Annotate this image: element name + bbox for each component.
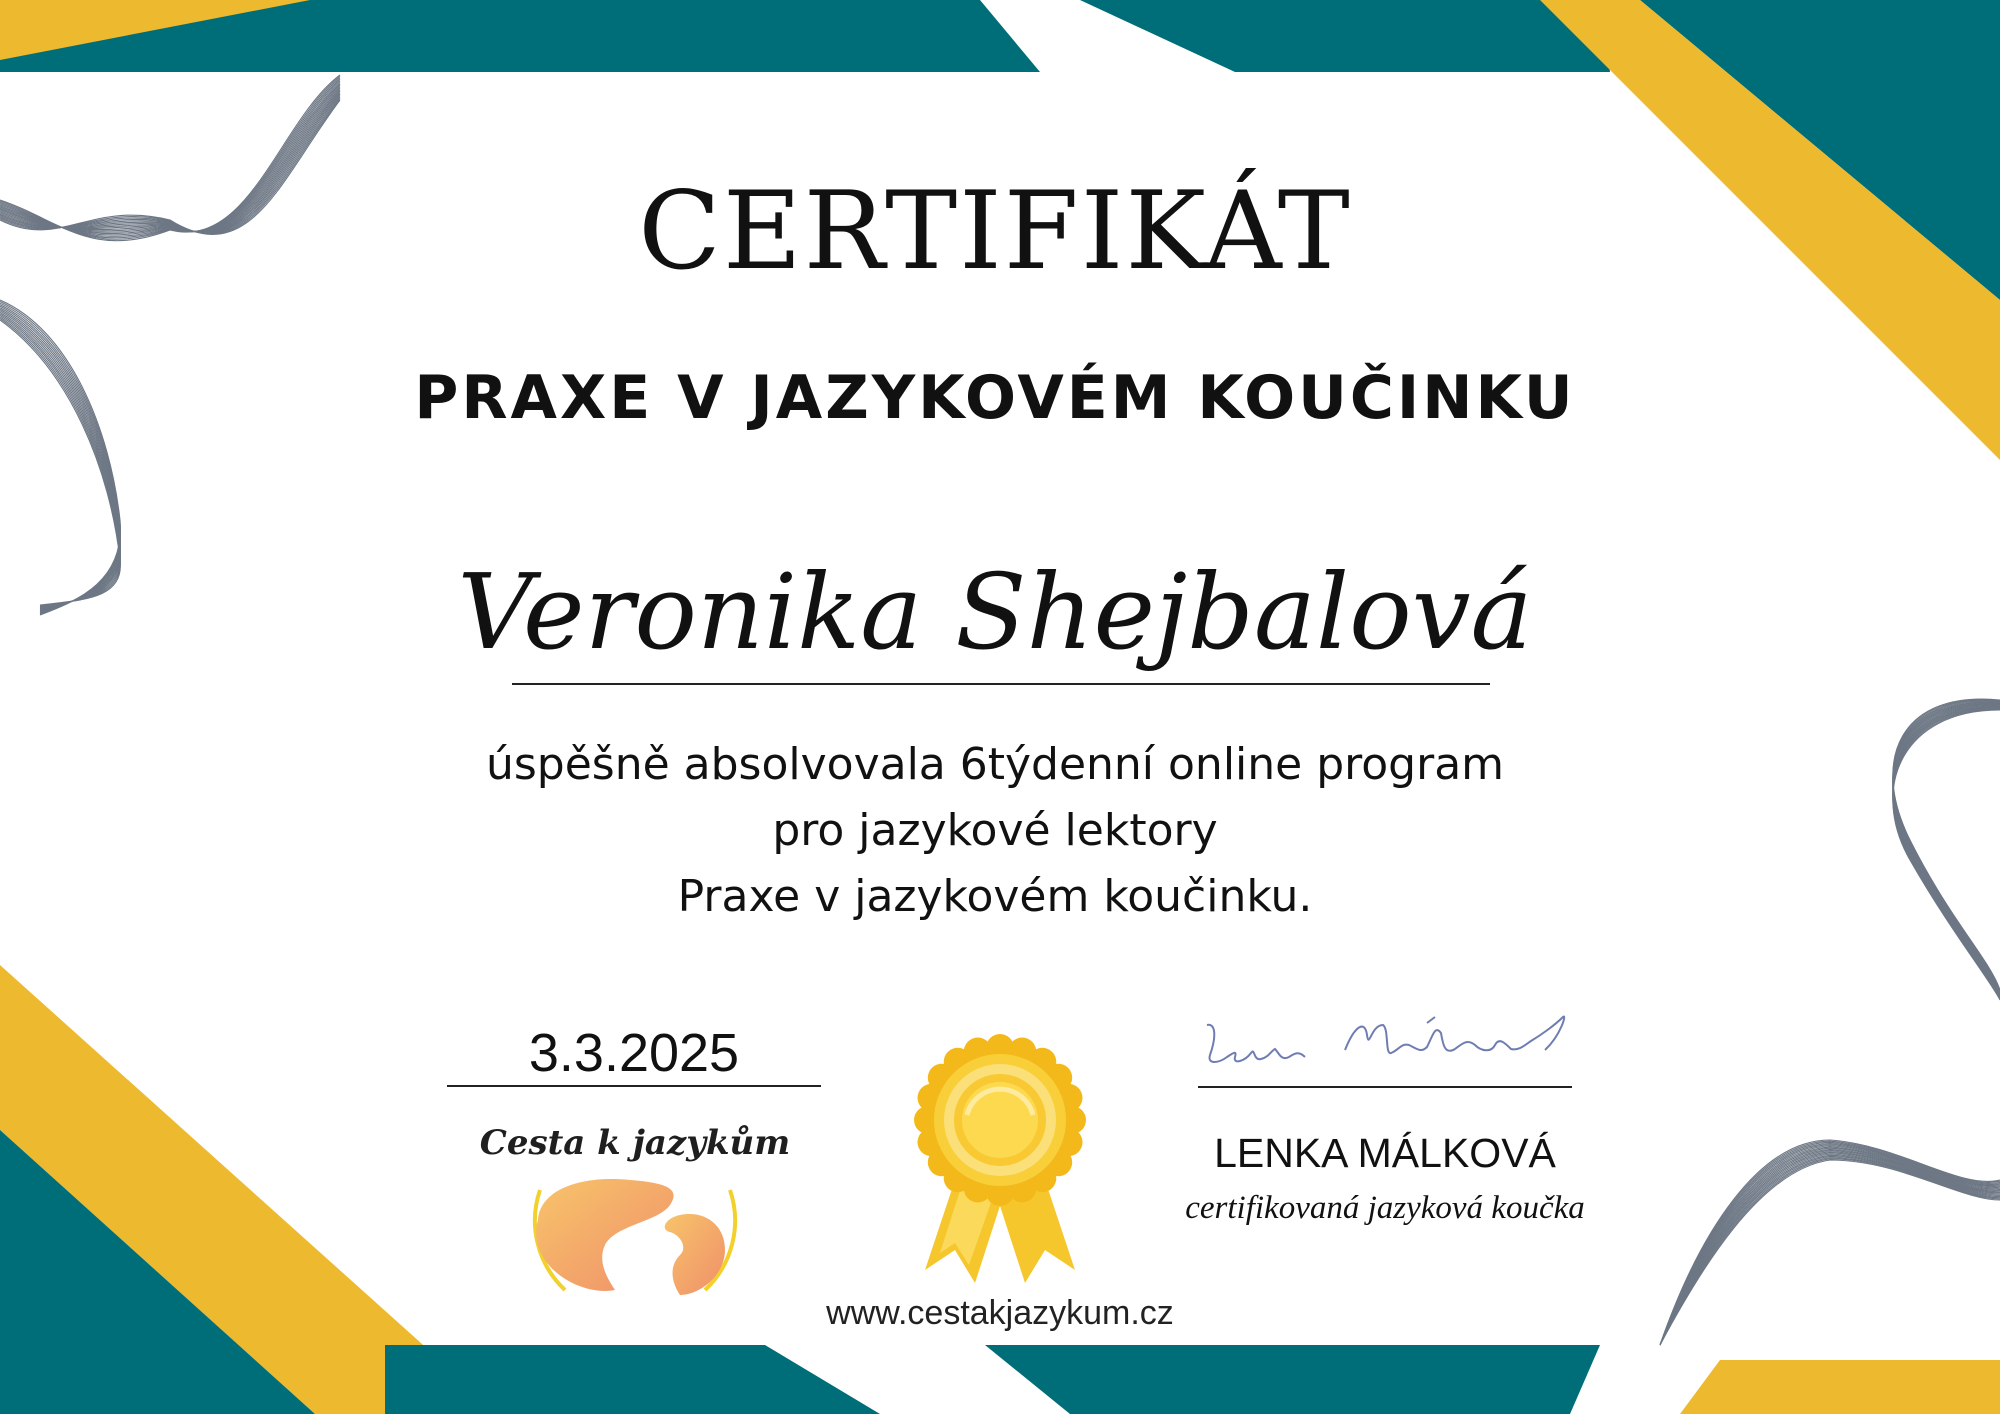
certificate-subtitle: PRAXE V JAZYKOVÉM KOUČINKU: [414, 363, 1576, 433]
logo-text: Cesta k jazykům: [479, 1123, 791, 1163]
issue-date: 3.3.2025: [528, 1023, 740, 1083]
description-line: Praxe v jazykovém koučinku.: [677, 871, 1313, 922]
award-rosette-icon: [905, 1025, 1095, 1285]
date-underline: [447, 1085, 821, 1087]
recipient-name: Veronika Shejbalová: [457, 551, 1533, 673]
certificate-description: [0, 732, 1990, 930]
website-link[interactable]: www.cestakjazykum.cz: [826, 1294, 1174, 1332]
description-line: úspěšně absolvovala 6týdenní online program: [485, 739, 1505, 790]
recipient-name-underline: [512, 683, 1490, 685]
signer-name: LENKA MÁLKOVÁ: [1214, 1130, 1556, 1176]
road-logo-icon: [520, 1150, 750, 1310]
signature: [1195, 995, 1605, 1090]
description-line: pro jazykové lektory: [772, 805, 1218, 856]
certificate-title: CERTIFIKÁT: [638, 169, 1352, 294]
signature-underline: [1198, 1086, 1572, 1088]
signer-role: certifikovaná jazyková koučka: [1185, 1190, 1585, 1226]
